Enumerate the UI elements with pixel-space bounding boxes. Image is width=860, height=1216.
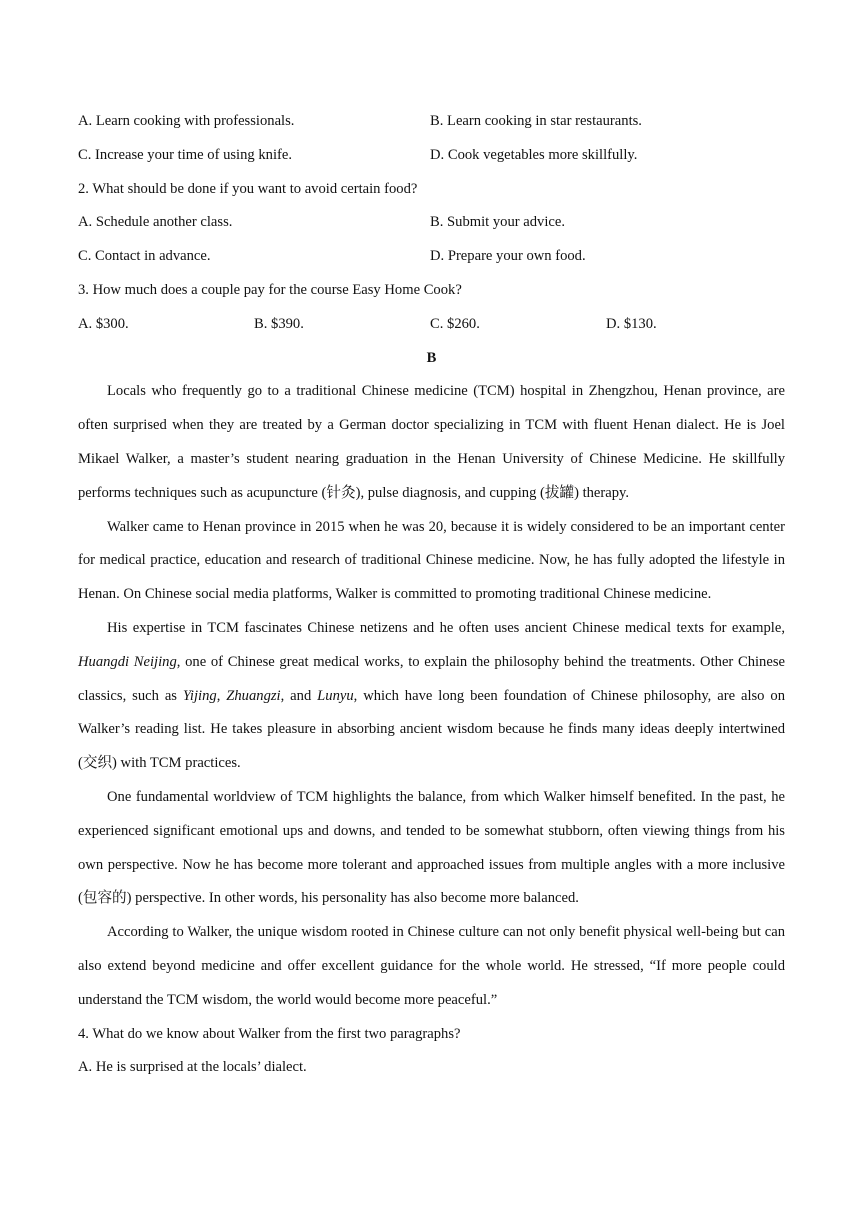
q3-option-c: C. $260.	[430, 315, 480, 332]
section-heading: B	[426, 349, 437, 366]
q3-options-row	[78, 308, 785, 342]
q1-options-row-1	[78, 105, 785, 139]
p3-text-2: , one of Chinese great medical works, to explain the philosophy behind the treatments. Other Chinese classics, such as	[78, 653, 785, 704]
p3-text-1: His expertise in TCM fascinates Chinese netizens and he often uses ancient Chinese medical texts for example,	[107, 619, 785, 636]
q3-option-b: B. $390.	[254, 315, 304, 332]
p3-text-4: , and	[280, 687, 318, 704]
passage-paragraph-5: According to Walker, the unique wisdom rooted in Chinese culture can not only benefit physical well-being but can also extend beyond medicine and offer excellent guidance for the whole world. He stressed, “If more people could understand the TCM wisdom, the world would become more peaceful.”	[78, 924, 785, 1008]
book-title-huangdi-neijing: Huangdi Neijing	[78, 653, 177, 670]
q3-stem: 3. How much does a couple pay for the course Easy Home Cook?	[78, 281, 462, 298]
q1-option-c: C. Increase your time of using knife.	[78, 146, 292, 163]
passage-paragraph-1: Locals who frequently go to a traditional Chinese medicine (TCM) hospital in Zhengzhou, Henan province, are often surprised when they are treated by a German doctor specializing in TCM with fluent Henan dialect. He is Joel Mikael Walker, a master’s student nearing graduation in the Henan University of Chinese Medicine. He skillfully performs techniques such as acupuncture (针灸), pulse diagnosis, and cupping (拔罐) therapy.	[78, 383, 785, 501]
q2-option-b: B. Submit your advice.	[430, 214, 565, 231]
q3-option-a: A. $300.	[78, 315, 129, 332]
q1-option-a: A. Learn cooking with professionals.	[78, 113, 295, 129]
book-title-yijing: Yijing	[182, 687, 217, 704]
q1-option-b: B. Learn cooking in star restaurants.	[430, 113, 642, 129]
q1-option-d: D. Cook vegetables more skillfully.	[430, 146, 638, 163]
q4-stem: 4. What do we know about Walker from the first two paragraphs?	[78, 1025, 461, 1042]
q4-option-a: A. He is surprised at the locals’ dialect.	[78, 1059, 307, 1076]
page-content	[78, 105, 785, 1085]
passage-paragraph-3	[78, 612, 785, 781]
q2-option-c: C. Contact in advance.	[78, 248, 211, 265]
q2-options-row-1	[78, 206, 785, 240]
q2-option-a: A. Schedule another class.	[78, 214, 233, 231]
passage-paragraph-4: One fundamental worldview of TCM highlights the balance, from which Walker himself benefited. In the past, he experienced significant emotional ups and downs, and tended to be somewhat stubborn, often viewing things from his own perspective. Now he has become more tolerant and approached issues from multiple angles with a more inclusive (包容的) perspective. In other words, his personality has also become more balanced.	[78, 788, 785, 907]
q1-options-row-2	[78, 139, 785, 173]
p3-text-3: ,	[216, 687, 227, 704]
q2-options-row-2	[78, 240, 785, 274]
book-title-lunyu: Lunyu	[317, 687, 354, 704]
passage-paragraph-2: Walker came to Henan province in 2015 when he was 20, because it is widely considered to be an important center for medical practice, education and research of traditional Chinese medicine. Now, he has fully adopted the lifestyle in Henan. On Chinese social media platforms, Walker is committed to promoting traditional Chinese medicine.	[78, 518, 785, 603]
book-title-zhuangzi: Zhuangzi	[226, 687, 281, 704]
q2-option-d: D. Prepare your own food.	[430, 248, 586, 265]
q2-stem: 2. What should be done if you want to avoid certain food?	[78, 180, 418, 197]
q3-option-d: D. $130.	[606, 315, 657, 332]
p3-text-5: , which have long been foundation of Chinese philosophy, are also on Walker’s reading list. He takes pleasure in absorbing ancient wisdom because he finds many ideas deeply intertwined (交织) with TCM practices.	[78, 687, 785, 772]
